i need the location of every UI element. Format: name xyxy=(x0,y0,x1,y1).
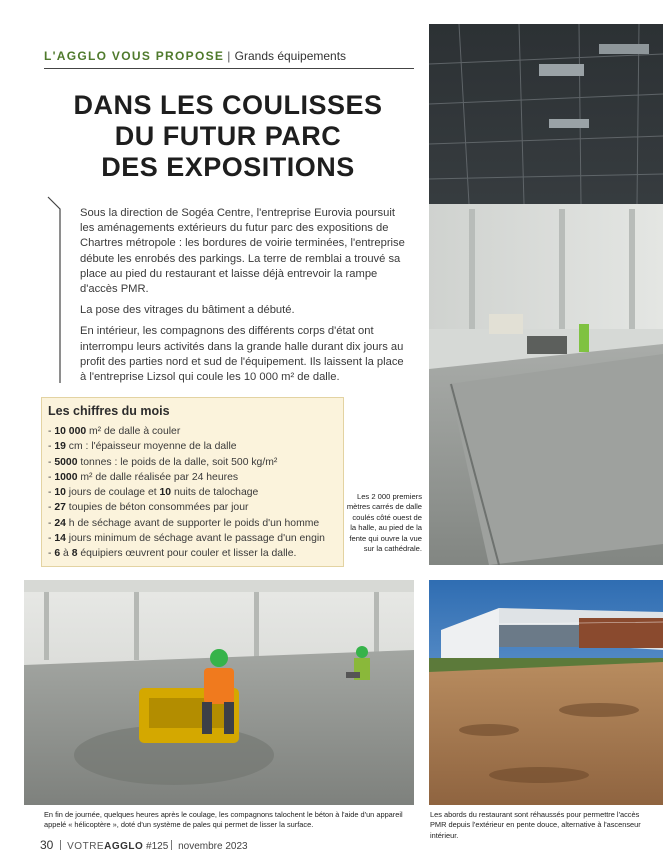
caption-restaurant-exterior: Les abords du restaurant sont réhaussés pour permettre l'accès PMR depuis l'extérieur en pente douce, alternative à l'ascenseur intérieur. xyxy=(430,810,641,840)
caption-troweling-machine: En fin de journée, quelques heures après le coulage, les compagnons talochent le béton à l'aide d'un appareil appelé « hélicoptère », doté d'un système de pales qui permet de lisser la surface. xyxy=(44,810,403,830)
header-rule xyxy=(44,68,414,69)
stats-item: - 5000 tonnes : le poids de la dalle, soit 500 kg/m² xyxy=(48,456,278,468)
photo-restaurant-exterior xyxy=(429,580,663,805)
section-separator: | xyxy=(227,49,232,63)
photo-interior-hall xyxy=(429,24,663,565)
footer-divider xyxy=(171,840,172,850)
body-paragraph: En intérieur, les compagnons des différents corps d'état ont interrompu leurs activités dans la grande halle durant dix jours au profit des parties nord et sud de l'équipement. Ils laissent la place à l'entreprise Lizsol qui coule les 10 000 m² de dalle. xyxy=(80,325,404,384)
body-paragraph: Sous la direction de Sogéa Centre, l'entreprise Eurovia poursuit les aménagements extérieurs du futur parc des expositions de Chartres métropole : les bordures de voirie terminées, l'entreprise débute les enrobés des parkings. La terre de remblai a trouvé sa place au pied du restaurant et laisse déjà entrevoir la rampe d'accès PMR. xyxy=(80,207,405,296)
issue-date: novembre 2023 xyxy=(178,841,248,852)
caption-interior-hall: Les 2 000 premiers mètres carrés de dalle coulés côté ouest de la halle, au pied de la fente qui ouvre la vue sur la cathédrale. xyxy=(346,492,422,554)
section-kicker xyxy=(44,49,346,63)
stats-list xyxy=(48,424,348,562)
stats-item: - 24 h de séchage avant de supporter le poids d'un homme xyxy=(48,517,320,529)
title-line: DU FUTUR PARC xyxy=(114,121,342,151)
stats-item: - 19 cm : l'épaisseur moyenne de la dalle xyxy=(48,441,237,453)
title-line: DES EXPOSITIONS xyxy=(101,152,355,182)
subsection-label: Grands équipements xyxy=(234,49,347,63)
page-number: 30 xyxy=(40,838,54,852)
section-label: L'AGGLO VOUS PROPOSE xyxy=(44,49,225,63)
page-footer xyxy=(40,838,248,852)
stats-item: - 10 000 m² de dalle à couler xyxy=(48,426,181,437)
stats-title: Les chiffres du mois xyxy=(48,404,170,418)
photo-troweling-machine xyxy=(24,580,414,805)
stats-item: - 27 toupies de béton consommées par jour xyxy=(48,502,249,514)
issue-number: #125 xyxy=(146,841,169,852)
body-paragraph: La pose des vitrages du bâtiment a débuté. xyxy=(80,304,295,317)
title-line: DANS LES COULISSES xyxy=(73,90,383,120)
quote-bracket-decoration xyxy=(46,195,66,385)
stats-item: - 6 à 8 équipiers œuvrent pour couler et lisser la dalle. xyxy=(48,548,297,560)
article-title xyxy=(44,90,412,183)
footer-divider xyxy=(60,840,61,850)
article-body xyxy=(80,206,410,391)
magazine-name: VOTREAGGLO xyxy=(67,841,144,852)
stats-item: - 10 jours de coulage et 10 nuits de talochage xyxy=(48,487,259,499)
stats-item: - 14 jours minimum de séchage avant le passage d'un engin xyxy=(48,533,325,545)
stats-item: - 1000 m² de dalle réalisée par 24 heures xyxy=(48,471,239,483)
